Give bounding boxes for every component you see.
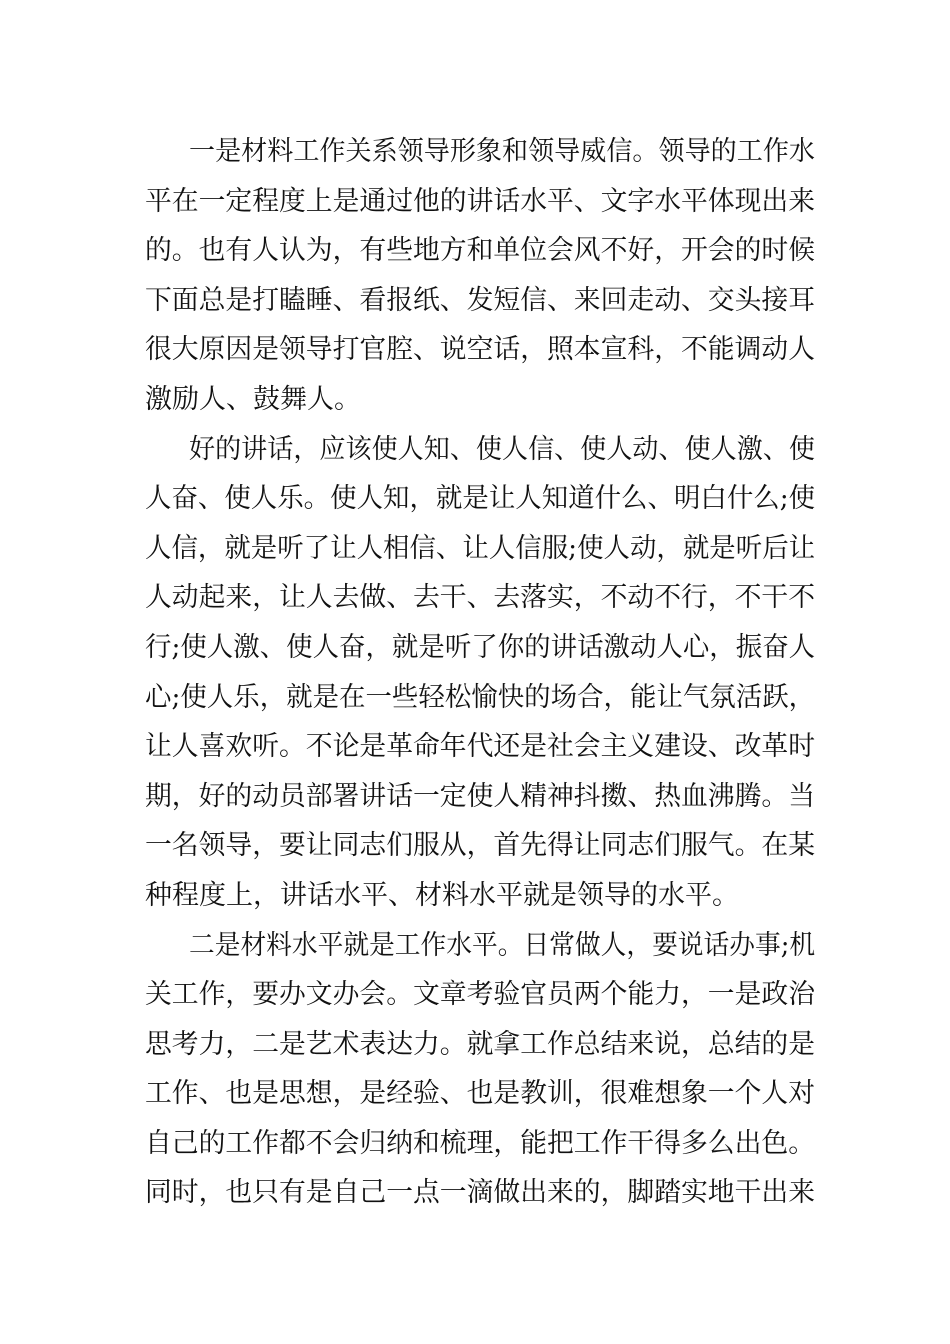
text-line: 一是材料工作关系领导形象和领导威信。领导的工作水: [189, 136, 815, 167]
text-line: 人信，就是听了让人相信、让人信服;使人动，就是听后让: [145, 532, 816, 564]
text-line: 平在一定程度上是通过他的讲话水平、文字水平体现出来: [145, 185, 815, 217]
text-line: 自己的工作都不会归纳和梳理，能把工作干得多么出色。: [145, 1127, 815, 1159]
text-line: 激励人、鼓舞人。: [145, 383, 361, 415]
text-line: 让人喜欢听。不论是革命年代还是社会主义建设、改革时: [145, 731, 815, 763]
paragraph-1: [145, 127, 815, 425]
document-body: [145, 127, 815, 1218]
paragraph-3: [145, 921, 815, 1219]
paragraph-2: [145, 425, 815, 921]
text-line: 人奋、使人乐。使人知，就是让人知道什么、明白什么;使: [145, 483, 816, 515]
text-line: 下面总是打瞌睡、看报纸、发短信、来回走动、交头接耳: [145, 284, 815, 316]
text-line: 关工作，要办文办会。文章考验官员两个能力，一是政治: [145, 979, 815, 1011]
text-line: 种程度上，讲话水平、材料水平就是领导的水平。: [145, 879, 739, 911]
text-line: 心;使人乐，就是在一些轻松愉快的场合，能让气氛活跃，: [145, 681, 816, 713]
text-line: 的。也有人认为，有些地方和单位会风不好，开会的时候: [145, 235, 815, 267]
text-line: 人动起来，让人去做、去干、去落实，不动不行，不干不: [145, 582, 815, 614]
text-line: 同时，也只有是自己一点一滴做出来的，脚踏实地干出来: [145, 1177, 815, 1209]
text-line: 期，好的动员部署讲话一定使人精神抖擞、热血沸腾。当: [145, 780, 815, 812]
text-line: 行;使人激、使人奋，就是听了你的讲话激动人心，振奋人: [145, 631, 816, 663]
text-line: 思考力，二是艺术表达力。就拿工作总结来说，总结的是: [145, 1028, 815, 1060]
text-line: 很大原因是领导打官腔、说空话，照本宣科，不能调动人: [145, 334, 815, 366]
text-line: 一名领导，要让同志们服从，首先得让同志们服气。在某: [145, 830, 815, 862]
text-line: 二是材料水平就是工作水平。日常做人，要说话办事;机: [189, 929, 816, 961]
text-line: 好的讲话，应该使人知、使人信、使人动、使人激、使: [189, 433, 815, 465]
text-line: 工作、也是思想，是经验、也是教训，很难想象一个人对: [145, 1078, 815, 1110]
